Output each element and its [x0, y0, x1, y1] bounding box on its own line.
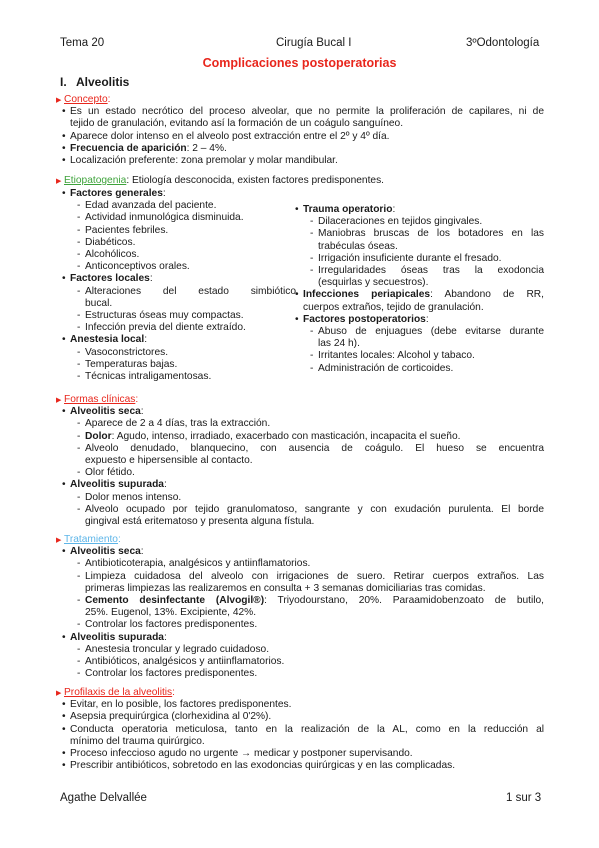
header-year: 3ºOdontología: [466, 37, 540, 49]
dash-icon: -: [310, 216, 314, 228]
dash-icon: -: [77, 224, 81, 236]
dash-icon: -: [77, 261, 81, 273]
list-item: 25%. Eugenol, 13%. Excipiente, 42%.: [85, 607, 257, 619]
section-name: Alveolitis: [76, 75, 130, 89]
list-item: Estructuras óseas muy compactas.: [85, 310, 244, 322]
footer-author: Agathe Delvallée: [60, 792, 147, 804]
etiopatogenia-heading-line: [56, 175, 544, 187]
concepto-text: Localización preferente: zona premolar y molar mandibular.: [70, 155, 338, 167]
list-item: Maniobras bruscas de los botadores en las: [318, 228, 544, 240]
bullet-icon: •: [62, 155, 66, 167]
profilaxis-heading: Profilaxis de la alveolitis: [64, 687, 173, 698]
list-item: Controlar los factores predisponentes.: [85, 619, 258, 631]
dash-icon: -: [77, 358, 81, 370]
list-item: Irregularidades óseas tras la exodoncia: [318, 265, 544, 277]
triangle-bullet-icon: ▶: [56, 690, 62, 697]
dash-icon: -: [77, 322, 81, 334]
list-item: Controlar los factores predisponentes.: [85, 668, 258, 680]
list-item: gingival está eritematoso y presenta alguna fístula.: [85, 516, 315, 528]
concepto-text: Aparece dolor intenso en el alveolo post extracción entre el 2º y 4º día.: [70, 130, 390, 142]
list-item: Temperaturas bajas.: [85, 358, 178, 370]
dash-icon: -: [77, 346, 81, 358]
list-item: Dolor menos intenso.: [85, 491, 182, 503]
etiopatogenia-right-column: • Trauma operatorio: - Dilaceraciones en tejidos gingivales. - Maniobras bruscas de los botadores en las trabéculas óseas. - Irrigación insuficiente durante el fresado. - Irregularidades óseas tras la exodoncia (esquirlas y secuestros). • Infecciones periapicales: Abandono de RR, cuerpos extraños, tejido de granulación. • Factores postoperatorios: - Abuso de enjuagues (debe evitarse durante las 24 h). - Irritantes locales: Alcohol y tabaco. - Administración de corticoides.: [295, 204, 544, 374]
footer-page-number: 1 sur 3: [506, 792, 542, 804]
list-item: trabéculas óseas.: [318, 240, 398, 252]
dash-icon: -: [77, 236, 81, 248]
list-item: Proceso infeccioso agudo no urgente → medicar y postponer supervisando.: [70, 748, 413, 760]
bullet-icon: •: [295, 313, 299, 325]
page-title: Complicaciones postoperatorias: [202, 56, 397, 70]
dash-icon: -: [77, 503, 81, 515]
dash-icon: -: [310, 350, 314, 362]
list-item: mínimo del trauma quirúrgico.: [70, 735, 205, 747]
concepto-text: Es un estado necrótico del proceso alveolar, que no permite la proliferación de capilares, ni de: [70, 106, 544, 118]
list-item: Técnicas intraligamentosas.: [85, 371, 212, 383]
formas-clinicas-heading: Formas clínicas: [64, 394, 136, 405]
etiopatogenia-heading: Etiopatogenia: [64, 175, 127, 186]
list-item: primeras limpiezas las realizaremos en consulta + 3 semanas domiciliarias tras comidas.: [85, 582, 486, 594]
concepto-block: [56, 94, 544, 167]
bullet-icon: •: [62, 760, 66, 772]
list-item: bucal.: [85, 297, 113, 309]
factores-locales-title: Factores locales: [70, 273, 150, 285]
bullet-icon: •: [62, 631, 66, 643]
list-item: Irritantes locales: Alcohol y tabaco.: [318, 350, 475, 362]
list-item: Edad avanzada del paciente.: [85, 200, 217, 212]
tratamiento-heading: Tratamiento: [64, 534, 118, 545]
dash-icon: -: [310, 362, 314, 374]
dash-icon: -: [77, 310, 81, 322]
dash-icon: -: [77, 212, 81, 224]
list-item: Alcohólicos.: [85, 249, 140, 261]
bullet-icon: •: [62, 142, 66, 154]
list-item: : Abandono de RR,: [430, 289, 544, 301]
bullet-icon: •: [295, 289, 299, 301]
list-item: Abuso de enjuagues (debe evitarse durante: [318, 326, 544, 338]
bullet-icon: •: [62, 748, 66, 760]
list-item: (esquirlas y secuestros).: [318, 277, 429, 289]
list-item: Actividad inmunológica disminuida.: [85, 212, 244, 224]
profilaxis-block: [56, 687, 544, 772]
list-item: Infección previa del diente extraído.: [85, 322, 246, 334]
bullet-icon: •: [62, 546, 66, 558]
dash-icon: -: [77, 430, 81, 442]
heading-colon: :: [172, 687, 175, 698]
list-item: Anticonceptivos orales.: [85, 261, 190, 273]
section-number: I.: [60, 75, 67, 89]
formas-clinicas-block: ▶ Formas clínicas: • Alveolitis seca: - Aparece de 2 a 4 días, tras la extracción. - Dolor: Agudo, intenso, irradiado, exacerbado con masticación, incapacita el sueño. - Alveolo denudado, blanquecino, con ausencia de coágulo. El hueso se encuentra expuesto e hipersensible al contacto. - Olor fétido. • Alveolitis supurada: - Dolor menos intenso. - Alveolo ocupado por tejido granulomatoso, sangrante y con exudación purulenta. El borde gingival está eritematoso y presenta alguna fístula.: [56, 394, 544, 528]
factores-postoperatorios-title: Factores postoperatorios: [303, 313, 426, 325]
list-item: Alveolo ocupado por tejido granulomatoso, sangrante y con exudación purulenta. El borde: [85, 503, 544, 515]
concepto-text: tejido de granulación, evitando así la formación de un coágulo sanguíneo.: [70, 118, 404, 130]
list-item: Prescribir antibióticos, sobretodo en las exodoncias quirúrgicas y en las complicadas.: [70, 760, 456, 772]
tratamiento-block: ▶ Tratamiento: • Alveolitis seca: - Antibioticoterapia, analgésicos y antiinflamatorios. - Limpieza cuidadosa del alveolo con irrigaciones de suero. Retirar cuerpos extraños. Las primeras limpiezas las realizaremos en consulta + 3 semanas domiciliarias tras comidas. - Cemento desinfectante (Alvogil®): Triyodourstano, 20%. Paraamidobenzoato de butilo, 25%. Eugenol, 13%. Excipiente, 42%. - Controlar los factores predisponentes. • Alveolitis supurada: - Anestesia troncular y legrado cuidadoso. - Antibióticos, analgésicos y antiinflamatorios. - Controlar los factores predisponentes.: [56, 534, 545, 680]
alveolitis-supurada-title: Alveolitis supurada: [70, 631, 164, 643]
dash-icon: -: [77, 619, 81, 631]
list-item: Evitar, en lo posible, los factores predisponentes.: [70, 699, 292, 711]
factores-generales-title: Factores generales: [70, 188, 163, 199]
dash-icon: -: [77, 570, 81, 582]
heading-colon: :: [117, 534, 121, 545]
dash-icon: -: [77, 643, 81, 655]
dash-icon: -: [77, 442, 81, 454]
list-item: Conducta operatoria meticulosa, tanto en la realización de la AL, como en la reducción al: [70, 723, 544, 735]
list-item: Diabéticos.: [85, 236, 136, 248]
list-item: Anestesia troncular y legrado cuidadoso.: [85, 643, 270, 655]
alveolitis-seca-title: Alveolitis seca: [70, 546, 141, 558]
bullet-icon: •: [62, 406, 66, 418]
list-item: : Agudo, intenso, irradiado, exacerbado con masticación, incapacita el sueño.: [111, 430, 461, 442]
bullet-icon: •: [62, 273, 66, 285]
triangle-bullet-icon: ▶: [56, 397, 62, 404]
bullet-icon: •: [62, 711, 66, 723]
etiopatogenia-intro: : Etiología desconocida, existen factores predisponentes.: [126, 175, 384, 186]
bullet-icon: •: [62, 130, 66, 142]
dash-icon: -: [310, 228, 314, 240]
list-item: Pacientes febriles.: [85, 224, 169, 236]
list-item: Dilaceraciones en tejidos gingivales.: [318, 216, 483, 228]
header-course-number: Tema 20: [60, 37, 105, 49]
list-item: Alveolo denudado, blanquecino, con ausencia de coágulo. El hueso se encuentra: [85, 442, 544, 454]
triangle-bullet-icon: ▶: [56, 178, 62, 185]
anestesia-local-title: Anestesia local: [70, 334, 145, 346]
etiopatogenia-left-column: • Factores generales: - Edad avanzada del paciente. - Actividad inmunológica disminuida. - Pacientes febriles. - Diabéticos. - Alcohólicos. - Anticonceptivos orales. • Factores locales: - Alteraciones del estado simbiótico bucal. - Estructuras óseas muy compactas. - Infección previa del diente extraído. • Anestesia local: - Vasoconstrictores. - Temperaturas bajas. - Técnicas intraligamentosas.: [62, 188, 296, 383]
list-item: Vasoconstrictores.: [85, 346, 169, 358]
list-item: Alteraciones del estado simbiótico: [85, 285, 296, 297]
dash-icon: -: [310, 265, 314, 277]
dolor-label: Dolor: [85, 430, 112, 442]
triangle-bullet-icon: ▶: [56, 537, 62, 544]
bullet-icon: •: [62, 699, 66, 711]
list-item: Antibioticoterapia, analgésicos y antiinflamatorios.: [85, 558, 311, 570]
list-item: cuerpos extraños, tejido de granulación.: [303, 301, 484, 313]
triangle-bullet-icon: ▶: [56, 97, 62, 104]
dash-icon: -: [77, 371, 81, 383]
alveolitis-supurada-title: Alveolitis supurada: [70, 479, 164, 491]
frecuencia-label: Frecuencia de aparición: [70, 142, 187, 154]
header-subject: Cirugía Bucal I: [276, 37, 352, 49]
dash-icon: -: [310, 326, 314, 338]
concepto-heading: Concepto: [64, 94, 108, 105]
bullet-icon: •: [295, 204, 299, 215]
dash-icon: -: [77, 467, 81, 479]
bullet-icon: •: [62, 106, 66, 118]
concepto-text: : 2 – 4%.: [186, 142, 227, 154]
trauma-operatorio-title: Trauma operatorio: [303, 204, 393, 215]
dash-icon: -: [77, 418, 81, 430]
dash-icon: -: [77, 656, 81, 668]
list-item: Antibióticos, analgésicos y antiinflamatorios.: [85, 656, 285, 668]
heading-colon: :: [107, 94, 111, 105]
list-item: expuesto e hipersensible al contacto.: [85, 455, 253, 467]
alveolitis-seca-title: Alveolitis seca: [70, 406, 141, 418]
dash-icon: -: [310, 252, 314, 264]
list-item: Administración de corticoides.: [318, 362, 454, 374]
list-item: Olor fétido.: [85, 467, 135, 479]
section-heading: [60, 75, 129, 89]
bullet-icon: •: [62, 479, 66, 491]
bullet-icon: •: [62, 723, 66, 735]
list-item: las 24 h).: [318, 338, 360, 350]
heading-colon: :: [135, 394, 139, 405]
bullet-icon: •: [62, 188, 66, 199]
cemento-label: Cemento desinfectante (Alvogil®): [85, 595, 265, 607]
dash-icon: -: [77, 249, 81, 261]
dash-icon: -: [77, 285, 81, 297]
list-item: : Triyodourstano, 20%. Paraamidobenzoato de butilo,: [264, 595, 545, 607]
dash-icon: -: [77, 491, 81, 503]
dash-icon: -: [77, 558, 81, 570]
list-item: Irrigación insuficiente durante el fresado.: [318, 252, 502, 264]
list-item: Limpieza cuidadosa del alveolo con irrigaciones de suero. Retirar cuerpos extraños. Las: [85, 570, 544, 582]
infecciones-periapicales-title: Infecciones periapicales: [303, 289, 431, 301]
list-item: Asepsia prequirúrgica (clorhexidina al 0'2%).: [70, 711, 272, 723]
dash-icon: -: [77, 200, 81, 212]
dash-icon: -: [77, 595, 81, 607]
list-item: Aparece de 2 a 4 días, tras la extracción.: [85, 418, 271, 430]
bullet-icon: •: [62, 334, 66, 346]
dash-icon: -: [77, 668, 81, 680]
